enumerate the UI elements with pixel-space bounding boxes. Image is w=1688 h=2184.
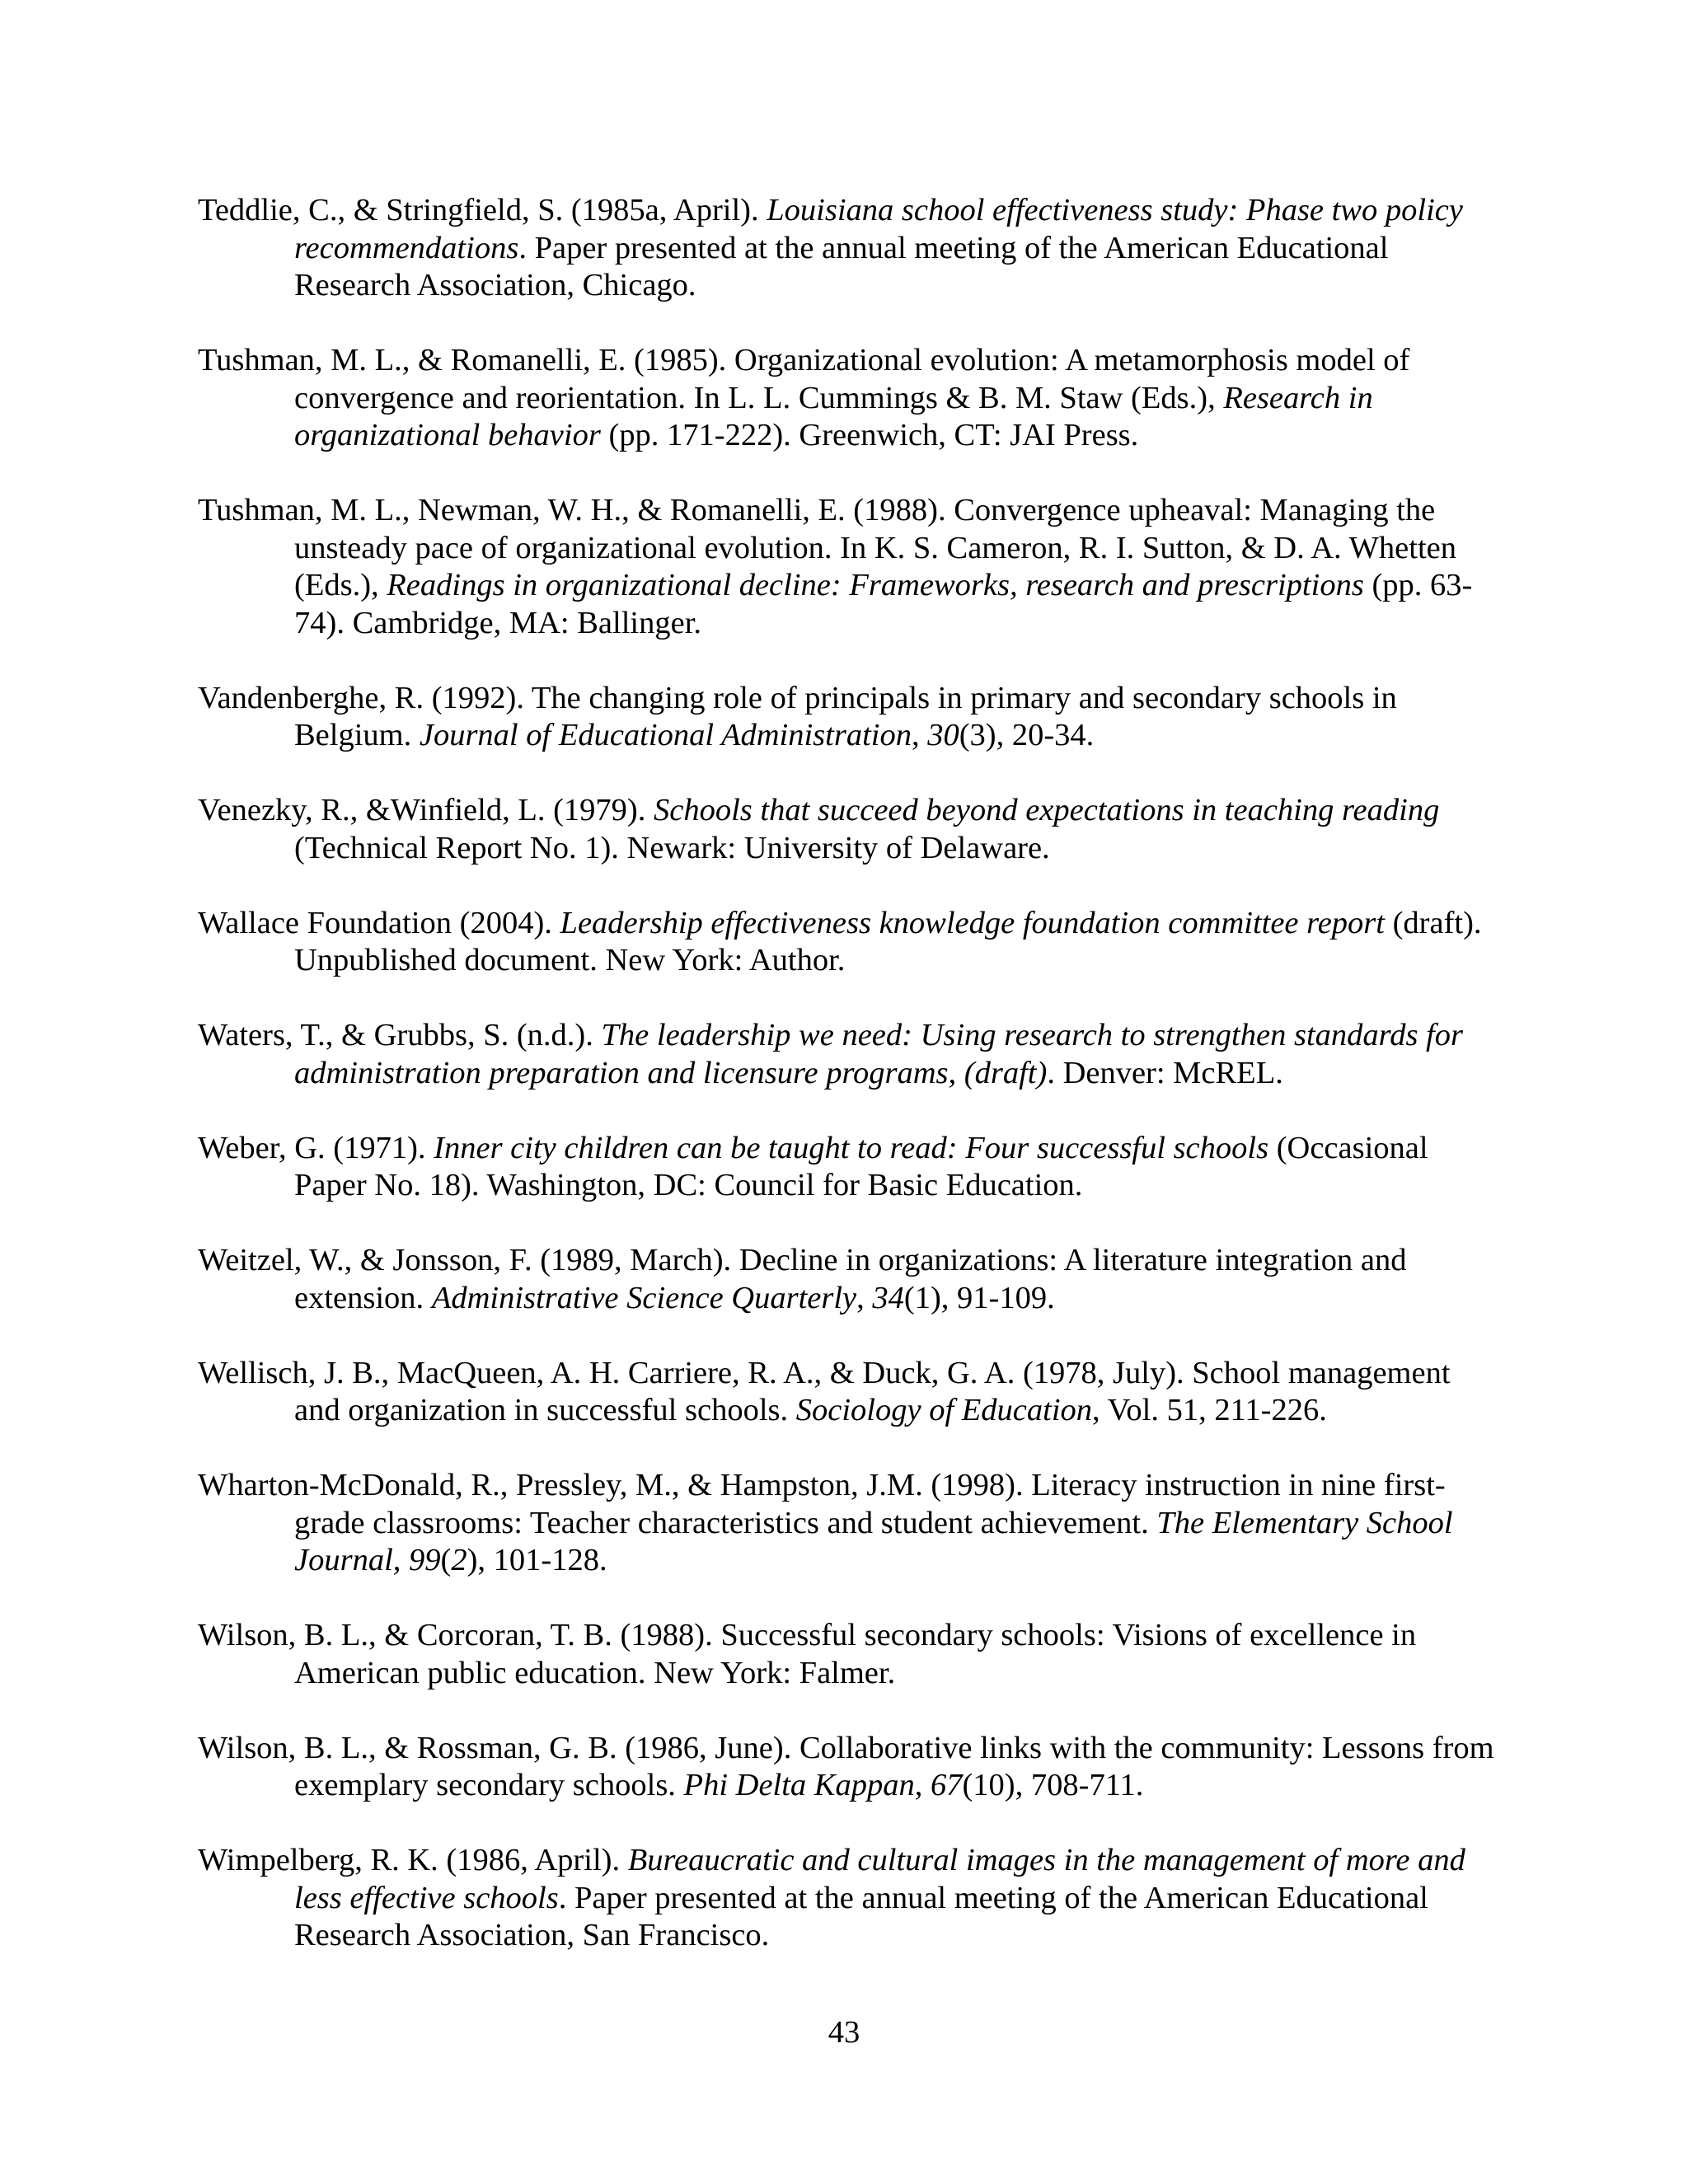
- reference-italic-text: The Elementary School Journal, 99: [294, 1505, 1453, 1577]
- reference-text: (pp. 63-74). Cambridge, MA: Ballinger.: [294, 568, 1473, 640]
- reference-entry: [198, 1130, 1500, 1205]
- reference-entry: [198, 680, 1500, 755]
- reference-italic-text: The leadership we need: Using research to strengthen standards for administration preparation and licensure programs, (draft): [294, 1018, 1463, 1090]
- reference-text: (3), 20-34.: [959, 718, 1095, 752]
- reference-text: (1), 91-109.: [903, 1280, 1055, 1315]
- reference-entry: [198, 792, 1500, 867]
- reference-italic-text: 67: [930, 1768, 963, 1802]
- reference-italic-text: Research in organizational behavior: [294, 380, 1373, 452]
- reference-text: Weitzel, W., & Jonsson, F. (1989, March). Decline in organizations: A literature integration and extension.: [198, 1243, 1407, 1315]
- reference-text: Wimpelberg, R. K. (1986, April).: [198, 1843, 628, 1877]
- reference-text: (pp. 171-222). Greenwich, CT: JAI Press.: [600, 418, 1139, 452]
- reference-italic-text: Bureaucratic and cultural images in the management of more and less effective schools: [294, 1843, 1465, 1915]
- reference-entry: [198, 1730, 1500, 1805]
- reference-text: . Paper presented at the annual meeting of the American Educational Research Association, Chicago.: [294, 230, 1389, 302]
- reference-text: Weber, G. (1971).: [198, 1130, 434, 1165]
- reference-text: (10), 708-711.: [962, 1768, 1144, 1802]
- reference-text: Tushman, M. L., Newman, W. H., & Romanelli, E. (1988). Convergence upheaval: Managing the unsteady pace of organizational evolution. In K. S. Cameron, R. I. Sutton, & D. A. Whetten (Eds.),: [198, 493, 1456, 602]
- reference-text: Teddlie, C., & Stringfield, S. (1985a, April).: [198, 193, 767, 227]
- reference-italic-text: 2: [451, 1543, 467, 1577]
- reference-text: , Vol. 51, 211-226.: [1092, 1393, 1327, 1427]
- reference-italic-text: Louisiana school effectiveness study: Phase two policy recommendations: [294, 193, 1463, 265]
- reference-text: Tushman, M. L., & Romanelli, E. (1985). Organizational evolution: A metamorphosis model of convergence and reorientation. In L. L. Cummings & B. M. Staw (Eds.),: [198, 343, 1410, 415]
- reference-italic-text: Readings in organizational decline: Frameworks, research and prescriptions: [387, 568, 1364, 602]
- reference-text: (Occasional Paper No. 18). Washington, DC: Council for Basic Education.: [294, 1130, 1428, 1202]
- reference-text: ,: [856, 1280, 873, 1315]
- reference-italic-text: Inner city children can be taught to read: Four successful schools: [434, 1130, 1269, 1165]
- reference-italic-text: 30: [927, 718, 959, 752]
- reference-text: ), 101-128.: [467, 1543, 607, 1577]
- page-number: 43: [828, 2015, 860, 2050]
- reference-italic-text: Leadership effectiveness knowledge foundation committee report: [560, 905, 1385, 940]
- reference-text: Wilson, B. L., & Rossman, G. B. (1986, June). Collaborative links with the community: Lessons from exemplary secondary schools.: [198, 1730, 1494, 1802]
- reference-italic-text: Journal of Educational Administration: [419, 718, 912, 752]
- reference-text: (: [440, 1543, 452, 1577]
- reference-entry: [198, 192, 1500, 305]
- reference-text: Venezky, R., &Winfield, L. (1979).: [198, 793, 654, 827]
- reference-italic-text: Schools that succeed beyond expectations in teaching reading: [654, 793, 1440, 827]
- reference-entry: [198, 342, 1500, 455]
- reference-text: Wharton-McDonald, R., Pressley, M., & Hampston, J.M. (1998). Literacy instruction in nine first-grade classrooms: Teacher characteristics and student achievement.: [198, 1468, 1446, 1540]
- reference-text: ,: [914, 1768, 931, 1802]
- reference-text: Waters, T., & Grubbs, S. (n.d.).: [198, 1018, 602, 1052]
- reference-italic-text: 34: [872, 1280, 904, 1315]
- reference-entry: [198, 1842, 1500, 1955]
- reference-entry: [198, 1242, 1500, 1317]
- reference-text: . Paper presented at the annual meeting of the American Educational Research Association, San Francisco.: [294, 1880, 1428, 1952]
- reference-entry: [198, 1017, 1500, 1092]
- reference-entry: [198, 1467, 1500, 1580]
- reference-text: Wilson, B. L., & Corcoran, T. B. (1988). Successful secondary schools: Visions of excellence in American public education. New York: Falmer.: [198, 1618, 1417, 1690]
- reference-entry: [198, 905, 1500, 980]
- reference-text: ,: [911, 718, 928, 752]
- reference-italic-text: Administrative Science Quarterly: [431, 1280, 857, 1315]
- reference-italic-text: Sociology of Education: [795, 1393, 1093, 1427]
- reference-text: Wallace Foundation (2004).: [198, 905, 560, 940]
- reference-text: . Denver: McREL.: [1047, 1055, 1283, 1090]
- reference-text: Vandenberghe, R. (1992). The changing role of principals in primary and secondary schools in Belgium.: [198, 680, 1397, 752]
- reference-text: Wellisch, J. B., MacQueen, A. H. Carriere, R. A., & Duck, G. A. (1978, July). School management and organization in successful schools.: [198, 1355, 1451, 1427]
- reference-list: [198, 192, 1500, 1992]
- reference-entry: [198, 492, 1500, 642]
- reference-entry: [198, 1617, 1500, 1692]
- reference-text: (Technical Report No. 1). Newark: University of Delaware.: [294, 830, 1050, 865]
- reference-text: (draft). Unpublished document. New York: Author.: [294, 905, 1482, 977]
- reference-italic-text: Phi Delta Kappan: [683, 1768, 915, 1802]
- reference-entry: [198, 1355, 1500, 1430]
